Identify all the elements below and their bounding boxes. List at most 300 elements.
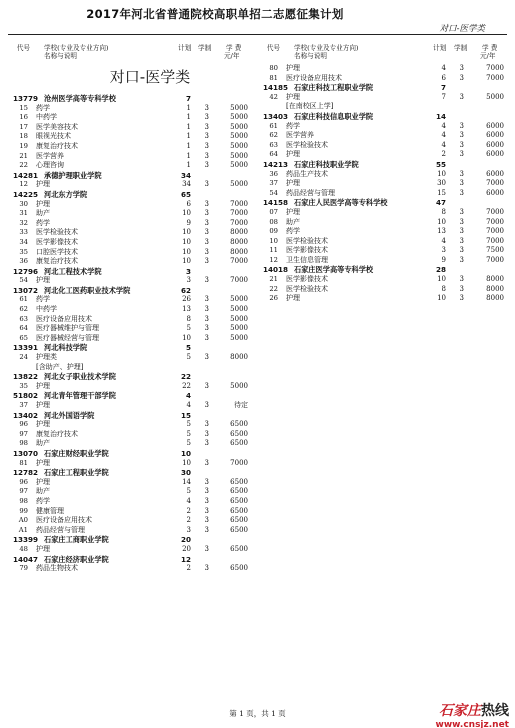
row-plan: 4 [186, 496, 191, 505]
row-code: 14158 [262, 198, 288, 208]
row-name: 药品生产技术 [286, 169, 328, 178]
row-years: 3 [204, 401, 209, 409]
school-row [8, 535, 252, 545]
row-plan: 13 [182, 305, 191, 314]
row-plan: 22 [180, 372, 191, 382]
row-code: A0 [18, 516, 28, 525]
row-plan: 26 [182, 295, 191, 304]
row-plan: 5 [185, 343, 191, 353]
row-name: 康复治疗技术 [36, 257, 78, 266]
row-plan: 34 [180, 170, 191, 180]
row-plan: 8 [441, 284, 446, 293]
row-code: 13403 [262, 111, 288, 121]
major-row [8, 324, 252, 334]
row-name: 助产 [286, 217, 300, 226]
row-plan: 1 [186, 141, 191, 150]
row-years: 3 [204, 103, 209, 112]
header-plan: 计划 [433, 44, 447, 52]
row-fee: 7000 [230, 257, 248, 266]
major-row [8, 257, 252, 267]
row-fee: 5000 [230, 113, 248, 122]
major-row [8, 507, 252, 517]
row-fee: 6000 [486, 188, 504, 197]
row-name: 助产 [36, 209, 50, 218]
right-column [258, 44, 505, 304]
row-code: 09 [269, 227, 278, 236]
row-code: 26 [269, 294, 278, 303]
row-fee: 6500 [230, 429, 248, 438]
school-row [8, 555, 252, 565]
note-row [8, 363, 252, 373]
row-plan: 10 [182, 458, 191, 467]
row-name: 医疗器械维护与管理 [36, 324, 99, 333]
row-years: 3 [204, 228, 209, 237]
row-code: 33 [19, 228, 28, 237]
row-name: 护理 [286, 150, 300, 159]
major-row [8, 123, 252, 133]
major-row [258, 141, 505, 151]
row-name: 石家庄经济职业学院 [44, 554, 109, 564]
row-code: 13070 [12, 448, 38, 458]
row-years: 3 [204, 439, 209, 448]
row-years: 3 [459, 227, 464, 236]
row-name: 康复治疗技术 [36, 141, 78, 150]
row-name: 药学 [36, 295, 50, 304]
row-plan: 3 [186, 525, 191, 534]
row-plan: 14 [435, 111, 446, 121]
row-code: 07 [269, 207, 278, 216]
row-code: 81 [19, 458, 28, 467]
row-code: 08 [269, 217, 278, 226]
row-fee: 6500 [230, 439, 248, 448]
row-years: 3 [204, 161, 209, 170]
row-years: 3 [204, 544, 209, 553]
row-fee: 6500 [230, 477, 248, 486]
row-name: 口腔医学技术 [36, 247, 78, 256]
row-fee: 5000 [230, 180, 248, 189]
row-years: 3 [204, 477, 209, 486]
row-fee: 6500 [230, 506, 248, 515]
row-plan: 10 [182, 228, 191, 237]
major-row [8, 420, 252, 430]
row-code: 32 [19, 218, 28, 227]
major-row [8, 142, 252, 152]
row-code: 35 [19, 381, 28, 390]
row-plan: 62 [180, 285, 191, 295]
row-code: 13399 [12, 535, 38, 545]
column-header [8, 44, 252, 64]
header-fee-line2: 元/年 [224, 52, 240, 60]
school-row [258, 265, 505, 275]
row-fee: 8000 [230, 228, 248, 237]
row-years: 3 [204, 506, 209, 515]
row-plan: 6 [186, 199, 191, 208]
row-name: 护理 [286, 179, 300, 188]
major-row [8, 564, 252, 574]
row-name: 健康管理 [36, 506, 64, 515]
major-row [8, 353, 252, 363]
row-plan: 8 [441, 207, 446, 216]
row-plan: 1 [186, 103, 191, 112]
row-code: 48 [19, 544, 28, 553]
school-row [8, 94, 252, 104]
row-code: 21 [269, 275, 278, 284]
row-plan: 10 [182, 237, 191, 246]
row-fee: 7000 [230, 209, 248, 218]
school-row [258, 160, 505, 170]
row-code: 10 [269, 236, 278, 245]
row-plan: 7 [185, 94, 191, 103]
row-years: 3 [459, 236, 464, 245]
row-code: 21 [19, 151, 28, 160]
row-fee: 8000 [230, 237, 248, 246]
row-years: 3 [204, 237, 209, 246]
row-years: 3 [204, 218, 209, 227]
row-plan: 4 [441, 121, 446, 130]
row-code: 22 [269, 284, 278, 293]
row-years: 3 [459, 169, 464, 178]
major-row [258, 237, 505, 247]
major-row [8, 132, 252, 142]
row-code: 37 [269, 179, 278, 188]
row-fee: 7500 [486, 246, 504, 255]
row-fee: 6500 [230, 487, 248, 496]
watermark-part1: 石家庄 [439, 703, 481, 719]
column-header [258, 44, 505, 64]
header-name-line1: 学校(专业及专业方向) [294, 44, 359, 52]
row-plan: 7 [441, 92, 446, 101]
row-code: 30 [19, 199, 28, 208]
row-code: 12 [269, 255, 278, 264]
row-plan: 10 [437, 275, 446, 284]
row-name: 医疗设备应用技术 [286, 73, 342, 82]
row-name: 石家庄工商职业学院 [44, 535, 109, 545]
row-code: 97 [19, 429, 28, 438]
row-plan: 1 [186, 122, 191, 131]
major-row [8, 478, 252, 488]
row-fee: 7000 [230, 458, 248, 467]
row-years: 3 [459, 150, 464, 159]
row-code: 35 [19, 247, 28, 256]
major-row [258, 179, 505, 189]
row-code: 34 [19, 237, 28, 246]
row-plan: 1 [186, 132, 191, 141]
row-fee: 6000 [486, 169, 504, 178]
row-years: 3 [459, 64, 464, 72]
row-plan: 10 [437, 169, 446, 178]
row-plan: 6 [441, 73, 446, 82]
row-fee: 7000 [486, 179, 504, 188]
row-plan: 30 [180, 468, 191, 478]
row-code: 17 [19, 122, 28, 131]
row-name: 药学 [36, 103, 50, 112]
major-row [8, 545, 252, 555]
row-code: 51802 [12, 391, 38, 401]
row-plan: 8 [186, 314, 191, 323]
row-name: 河北女子职业技术学院 [44, 372, 116, 382]
row-years: 3 [204, 564, 209, 573]
row-name: 护理 [36, 199, 50, 208]
major-row [258, 218, 505, 228]
row-name: 医学检验技术 [286, 140, 328, 149]
row-years: 3 [204, 180, 209, 189]
major-row [8, 497, 252, 507]
row-plan: 4 [441, 64, 446, 72]
major-row [8, 315, 252, 325]
major-row [8, 209, 252, 219]
row-name: 护理 [36, 477, 50, 486]
row-code: 62 [19, 305, 28, 314]
row-name: 护理 [286, 64, 300, 72]
row-plan: 5 [186, 429, 191, 438]
row-fee: 5000 [230, 141, 248, 150]
row-name: 药学 [36, 218, 50, 227]
row-years: 3 [459, 179, 464, 188]
row-plan: 2 [186, 516, 191, 525]
row-plan: 65 [180, 189, 191, 199]
row-code: 64 [19, 324, 28, 333]
row-name: 河北科技学院 [44, 343, 88, 353]
row-code: 18 [19, 132, 28, 141]
top-rule [8, 34, 507, 35]
row-fee: 5000 [230, 103, 248, 112]
major-row [8, 104, 252, 114]
row-code: 16 [19, 113, 28, 122]
row-code: 37 [19, 401, 28, 409]
row-code: 13822 [12, 372, 38, 382]
major-row [8, 459, 252, 469]
row-fee: 5000 [230, 151, 248, 160]
row-plan: 22 [182, 381, 191, 390]
row-plan: 1 [186, 151, 191, 160]
row-plan: 30 [437, 179, 446, 188]
row-plan: 10 [437, 294, 446, 303]
row-years: 3 [204, 353, 209, 362]
page-title: 2017年河北省普通院校高职单招二志愿征集计划 [86, 7, 344, 21]
row-name: 承德护理职业学院 [44, 170, 102, 180]
major-row [258, 93, 505, 103]
major-row [8, 238, 252, 248]
school-row [8, 411, 252, 421]
row-plan: 4 [441, 131, 446, 140]
header-code: 代号 [16, 44, 30, 52]
row-plan: 3 [185, 266, 191, 276]
row-name: 石家庄科技职业学院 [294, 159, 359, 169]
row-fee: 7000 [486, 255, 504, 264]
row-years: 3 [204, 113, 209, 122]
row-plan: 3 [441, 246, 446, 255]
row-years: 3 [204, 305, 209, 314]
row-years: 3 [459, 246, 464, 255]
row-fee: 6000 [486, 150, 504, 159]
row-fee: 5000 [230, 305, 248, 314]
row-fee: 6000 [486, 131, 504, 140]
row-fee: 8000 [486, 275, 504, 284]
major-row [258, 122, 505, 132]
row-fee: 8000 [486, 284, 504, 293]
row-code: 62 [269, 131, 278, 140]
row-code: 79 [19, 564, 28, 573]
header-years: 学制 [454, 44, 468, 52]
row-fee: 6500 [230, 496, 248, 505]
major-row [8, 113, 252, 123]
row-code: 12782 [12, 468, 38, 478]
left-table-body [8, 94, 252, 574]
row-code: 80 [269, 64, 278, 72]
row-name: 中药学 [36, 305, 57, 314]
row-name: 医学影像技术 [36, 237, 78, 246]
row-plan: 3 [186, 276, 191, 285]
row-name: 河北外国语学院 [44, 410, 95, 420]
row-plan: 10 [182, 257, 191, 266]
row-plan: 4 [186, 401, 191, 409]
major-row [8, 516, 252, 526]
row-plan: 7 [440, 83, 446, 93]
row-fee: 6000 [486, 121, 504, 130]
row-name: 药品经营与管理 [36, 525, 85, 534]
header-code: 代号 [266, 44, 280, 52]
row-plan: 15 [437, 188, 446, 197]
section-tag: 对口-医学类 [439, 24, 485, 34]
row-years: 3 [459, 73, 464, 82]
row-fee: 5000 [230, 132, 248, 141]
row-name: 医学营养 [286, 131, 314, 140]
major-row [8, 219, 252, 229]
row-fee: 6500 [230, 564, 248, 573]
row-name: 医学影像技术 [286, 246, 328, 255]
header-fee-line1: 学 费 [226, 44, 242, 52]
row-plan: 9 [441, 255, 446, 264]
row-name: 助产 [36, 439, 50, 448]
row-fee: 6500 [230, 544, 248, 553]
row-code: 19 [19, 141, 28, 150]
row-name: 心理咨询 [36, 161, 64, 170]
major-row [8, 334, 252, 344]
row-code: 98 [19, 496, 28, 505]
school-row [8, 372, 252, 382]
row-code: 36 [19, 257, 28, 266]
school-row [258, 112, 505, 122]
row-years: 3 [204, 381, 209, 390]
row-name: 石家庄科技工程职业学院 [294, 83, 374, 93]
row-code: 13072 [12, 285, 38, 295]
major-row [8, 526, 252, 536]
row-plan: 12 [180, 554, 191, 564]
row-plan: 20 [180, 535, 191, 545]
row-fee: 7000 [486, 64, 504, 72]
row-years: 3 [204, 141, 209, 150]
header-fee-line2: 元/年 [480, 52, 496, 60]
row-name: 医学检验技术 [286, 284, 328, 293]
major-row [258, 131, 505, 141]
row-years: 3 [204, 295, 209, 304]
watermark-part2: 热线 [481, 703, 509, 719]
row-years: 3 [459, 294, 464, 303]
row-plan: 10 [182, 247, 191, 256]
row-fee: 7000 [486, 227, 504, 236]
row-code: 14213 [262, 159, 288, 169]
row-years: 3 [459, 255, 464, 264]
row-years: 3 [459, 140, 464, 149]
row-name: 石家庄医学高等专科学校 [294, 265, 374, 275]
row-years: 3 [204, 314, 209, 323]
row-fee: 5000 [230, 314, 248, 323]
major-row [8, 276, 252, 286]
row-fee: 8000 [486, 294, 504, 303]
row-name: 医学检验技术 [36, 228, 78, 237]
row-plan: 2 [186, 506, 191, 515]
row-fee: 7000 [486, 73, 504, 82]
row-plan: 55 [435, 159, 446, 169]
row-name: 沧州医学高等专科学校 [44, 94, 116, 103]
row-plan: 5 [186, 487, 191, 496]
row-name: 药学 [286, 121, 300, 130]
row-years: 3 [204, 525, 209, 534]
right-table-body [258, 64, 505, 304]
major-row [258, 208, 505, 218]
row-name: 眼视光技术 [36, 132, 71, 141]
major-row [8, 200, 252, 210]
watermark-url: www.cnsjz.net [435, 720, 509, 728]
row-fee: 6500 [230, 420, 248, 429]
row-name: 药品经营与管理 [286, 188, 335, 197]
row-fee: 7000 [486, 236, 504, 245]
site-watermark [436, 700, 509, 728]
row-name: 河北化工医药职业技术学院 [44, 285, 131, 295]
major-row [258, 64, 505, 74]
school-row [8, 190, 252, 200]
school-row [8, 468, 252, 478]
row-years: 3 [204, 276, 209, 285]
major-row [8, 295, 252, 305]
major-row [258, 285, 505, 295]
row-name: 医学美容技术 [36, 122, 78, 131]
major-row [258, 275, 505, 285]
row-name: 中药学 [36, 113, 57, 122]
row-code: 98 [19, 439, 28, 448]
row-name: 助产 [36, 487, 50, 496]
major-row [258, 294, 505, 304]
row-name: 护理 [36, 180, 50, 189]
row-name: 康复治疗技术 [36, 429, 78, 438]
row-name: 卫生信息管理 [286, 255, 328, 264]
row-plan: 1 [186, 113, 191, 122]
row-fee: 7000 [230, 276, 248, 285]
left-column [8, 44, 252, 574]
major-row [8, 161, 252, 171]
major-row [8, 487, 252, 497]
row-fee: 7000 [486, 217, 504, 226]
row-plan: 4 [185, 391, 191, 401]
school-row [8, 267, 252, 277]
major-row [258, 227, 505, 237]
row-fee: 8000 [230, 353, 248, 362]
row-plan: 10 [180, 448, 191, 458]
school-row [258, 83, 505, 93]
row-years: 3 [204, 199, 209, 208]
row-code: 99 [19, 506, 28, 515]
row-code: 12796 [12, 266, 38, 276]
row-code: 96 [19, 420, 28, 429]
row-code: 24 [19, 353, 28, 362]
row-fee: 5000 [230, 161, 248, 170]
school-row [8, 343, 252, 353]
row-years: 3 [204, 324, 209, 333]
row-fee: 5000 [230, 381, 248, 390]
row-name: 药学 [36, 496, 50, 505]
row-plan: 5 [186, 420, 191, 429]
school-row [8, 391, 252, 401]
